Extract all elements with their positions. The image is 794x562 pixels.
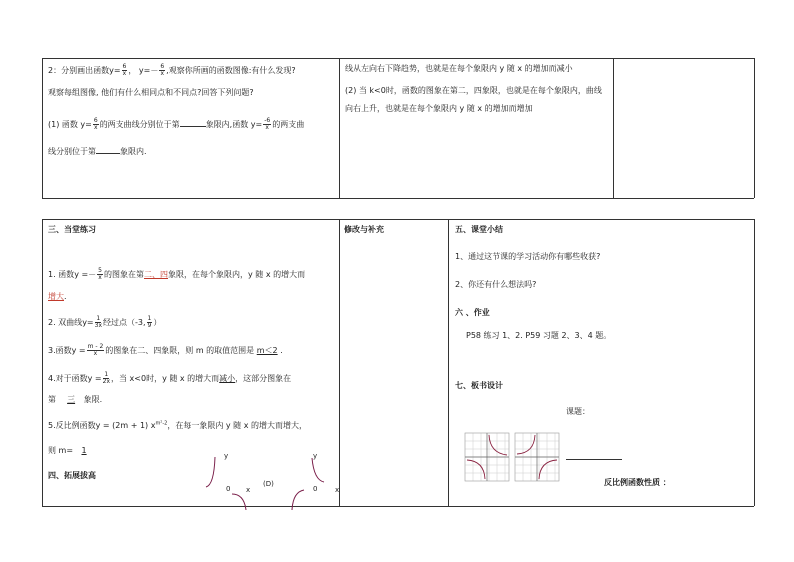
bottom-table-right-border <box>754 219 755 506</box>
board-graph-right <box>515 433 559 481</box>
e2-f: y= <box>82 318 94 327</box>
e4-e: 象限. <box>83 395 103 404</box>
q2-f1-den: x <box>122 70 127 77</box>
hyperbola-branch-4 <box>292 490 304 510</box>
q2-p1-a: (1) 函数 y= <box>48 120 92 129</box>
e1-den: x <box>98 274 102 281</box>
q2-f2-den: x <box>160 70 165 77</box>
summary-q2: 2、你还有什么想法吗? <box>455 280 537 289</box>
e4-num: 1 <box>104 371 109 378</box>
q2-f1: y= <box>109 66 121 75</box>
top-col2-line3: 向右上升，也就是在每个象限内 y 随 x 的增加而增加 <box>345 104 533 113</box>
graph1-x-label: x <box>246 486 251 494</box>
top-table-bottom-border <box>42 198 754 199</box>
e2-frac <box>95 316 102 329</box>
e3-num: m - 2 <box>87 343 104 350</box>
q2-p1-b: 的两支曲线分别位于第 <box>99 120 180 129</box>
q2-p2-b: 象限内. <box>120 147 147 156</box>
q2-line1: 2：分别画出函数y= $\frac{6}{x}$ ， y=－ $\frac{6}{x}$ ,观察你所画的函数图像:有什么发现? <box>48 63 296 77</box>
e1-answer-2: 增大 <box>48 292 64 301</box>
e2-num2: 1 <box>147 315 152 322</box>
q2-f1-num: 6 <box>122 63 127 70</box>
section6-heading: 六 、作业 <box>455 308 490 317</box>
board-underline <box>566 459 622 460</box>
e2-b: 经过点（-3, <box>103 318 146 327</box>
e1-f: y =－ <box>74 270 97 279</box>
e1-frac <box>97 268 103 281</box>
hyperbola-branch-1 <box>206 457 215 487</box>
option-d-label: (D) <box>263 480 274 488</box>
e2-frac2 <box>147 316 153 329</box>
e2-den: 3x <box>94 322 102 329</box>
q2-f2-frac <box>159 64 165 77</box>
board-graph-left <box>465 433 509 481</box>
q2-part1-line1 <box>48 118 304 131</box>
e3-answer: m＜2 <box>256 346 278 355</box>
q2-p1-den: x <box>93 124 98 131</box>
q2-f1-frac <box>122 64 128 77</box>
revision-heading: 修改与补充 <box>344 225 384 234</box>
q2-p1-d: 的两支曲 <box>272 120 305 129</box>
e4-den: 2x <box>102 378 110 385</box>
q2-p1-num: 6 <box>93 117 98 124</box>
e4-a: 4.对于函数 <box>48 374 88 383</box>
q2-p1-frac <box>93 118 99 131</box>
e3-b: 的图象在二、四象限，则 m 的取值范围是 <box>105 346 255 355</box>
e4-c: ，这部分图象在 <box>235 374 292 383</box>
graph2-origin: 0 <box>313 485 318 493</box>
q2-intro-b: ,观察你所画的函数图像:有什么发现? <box>166 66 296 75</box>
homework-text: P58 练习 1、2. P59 习题 2、3、4 题。 <box>466 331 612 340</box>
e3-a: 3.函数 <box>48 346 72 355</box>
e3-den: x <box>93 350 98 357</box>
q2-p2: 线分别位于第 <box>48 147 96 156</box>
e5-exp: m²-2 <box>155 420 168 427</box>
bottom-table-bottom-border <box>42 506 754 507</box>
e5-f: y = (2m + 1) x <box>95 421 156 430</box>
board-caption: 反比例函数性质 ： <box>604 478 671 487</box>
q2-p1-den2: x <box>265 124 269 131</box>
e4-answer: 减小 <box>219 374 236 383</box>
top-table-divider-1 <box>339 58 340 198</box>
top-col2-line2: (2) 当 k<0时，函数的图象在第二，四象限，也就是在每个象限内，曲线 <box>345 86 602 95</box>
graph2-x-label: x <box>335 486 340 494</box>
e3-frac <box>87 344 105 357</box>
bottom-table-left-border <box>42 219 43 506</box>
e2-den2: 9 <box>147 322 152 329</box>
q2-line2: 观察每组图像, 他们有什么相同点和不同点?回答下列问题? <box>48 88 254 97</box>
e2-num: 1 <box>96 315 101 322</box>
e4-b: ，当 x<0时，y 随 x 的增大而 <box>111 374 220 383</box>
top-table-right-border <box>754 58 755 198</box>
q2-p1-c: 象限内,函数 y= <box>205 120 263 129</box>
hyperbola-branch-3 <box>312 458 324 482</box>
q2-intro-a: 2：分别画出函数 <box>48 66 110 75</box>
e1-c: 象限，在每个象限内，y 随 x 的增大而 <box>168 270 306 279</box>
e1-num: 5 <box>98 267 102 274</box>
top-col2-line1: 线从左向右下降趋势，也就是在每个象限内 y 随 x 的增加而减小 <box>345 64 573 73</box>
exercise-1 <box>48 268 305 281</box>
top-table-left-border <box>42 58 43 198</box>
section5-heading: 五、课堂小结 <box>455 225 503 234</box>
q2-p1-num2: -6 <box>264 117 271 124</box>
e1-answer: 二、四 <box>144 270 168 279</box>
bottom-table-divider-2 <box>448 219 449 506</box>
exercise-4-line2 <box>48 395 102 404</box>
blank-2 <box>96 153 120 154</box>
e5-answer: 1 <box>81 446 87 455</box>
exercise-2 <box>48 316 161 329</box>
exercise-4 <box>48 372 291 385</box>
q2-p1-frac2 <box>263 118 271 131</box>
section3-heading: 三、当堂练习 <box>48 225 96 234</box>
exercise-1-line2 <box>48 292 67 301</box>
section7-heading: 七、板书设计 <box>455 381 503 390</box>
board-title: 课题： <box>566 407 590 416</box>
q2-f2: y=－ <box>138 66 159 75</box>
graph1-origin: 0 <box>226 485 231 493</box>
graph2-y-label: y <box>313 452 318 460</box>
blank-1 <box>180 126 206 127</box>
graph-sketch-c <box>192 452 272 507</box>
e3-c: . <box>280 346 283 355</box>
hyperbola-branch-2 <box>232 494 246 510</box>
exercise-5 <box>48 421 307 430</box>
e2-c: ） <box>153 318 162 327</box>
e3-f: y = <box>71 346 86 355</box>
top-table-top-border <box>42 58 754 59</box>
section4-heading: 四、拓展拔高 <box>48 471 96 480</box>
e4-frac <box>103 372 110 385</box>
e2-a: 2. 双曲线 <box>48 318 83 327</box>
e5-c: 则 m= <box>48 446 74 455</box>
e1-b: 的图象在第 <box>104 270 144 279</box>
q2-f2-num: 6 <box>160 63 165 70</box>
q2-part1-line2 <box>48 147 147 156</box>
e1-d: . <box>64 292 67 301</box>
e4-f: y = <box>87 374 102 383</box>
e5-a: 5.反比例函数 <box>48 421 96 430</box>
e1-a: 1. 函数 <box>48 270 75 279</box>
graph-sketch-d <box>286 452 346 507</box>
e4-answer-2: 三 <box>67 395 76 404</box>
graph1-y-label: y <box>224 452 229 460</box>
top-table-divider-2 <box>613 58 614 198</box>
summary-q1: 1、通过这节课的学习活动你有哪些收获? <box>455 252 601 261</box>
exercise-5-line2 <box>48 446 95 455</box>
exercise-3 <box>48 344 283 357</box>
e5-b: ，在每一象限内 y 随 x 的增大而增大， <box>167 421 307 430</box>
e4-d: 第 <box>48 395 56 404</box>
bottom-table-top-border <box>42 219 754 220</box>
